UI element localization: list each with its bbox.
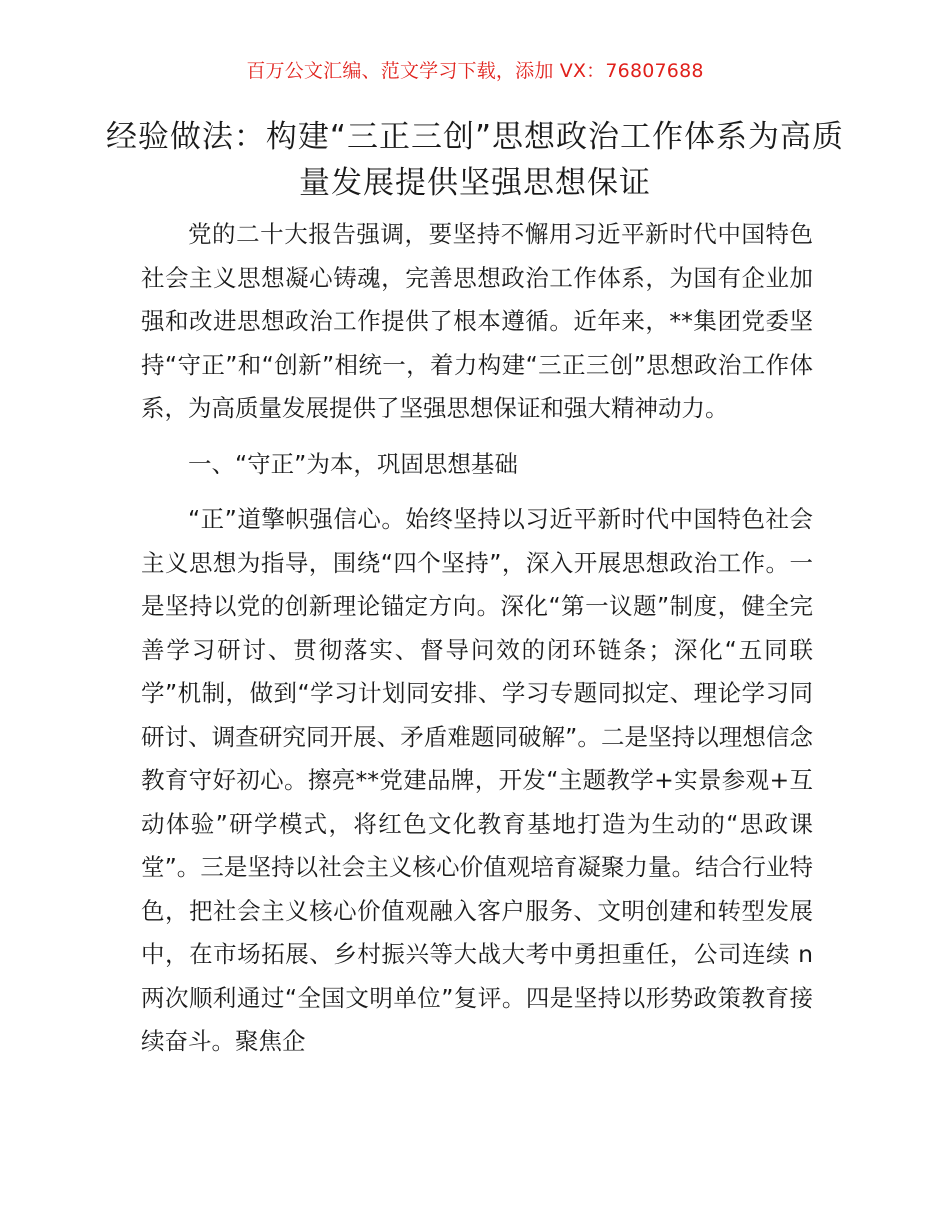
document-body [141,213,813,1064]
body-paragraph: “正”道擎帜强信心。始终坚持以习近平新时代中国特色社会主义思想为指导，围绕“四个坚持”，深入开展思想政治工作。一是坚持以党的创新理论锚定方向。深化“第一议题”制度，健全完善学习研讨、贯彻落实、督导问效的闭环链条；深化“五同联学”机制，做到“学习计划同安排、学习专题同拟定、理论学习同研讨、调查研究同开展、矛盾难题同破解”。二是坚持以理想信念教育守好初心。擦亮**党建品牌，开发“主题教学+实景参观+互动体验”研学模式，将红色文化教育基地打造为生动的“思政课堂”。三是坚持以社会主义核心价值观培育凝聚力量。结合行业特色，把社会主义核心价值观融入客户服务、文明创建和转型发展中，在市场拓展、乡村振兴等大战大考中勇担重任，公司连续 n 两次顺利通过“全国文明单位”复评。四是坚持以形势政策教育接续奋斗。聚焦企 [141,505,813,1055]
intro-paragraph: 党的二十大报告强调，要坚持不懈用习近平新时代中国特色社会主义思想凝心铸魂，完善思想政治工作体系，为国有企业加强和改进思想政治工作提供了根本遵循。近年来，**集团党委坚持“守正”和“创新”相统一，着力构建“三正三创”思想政治工作体系，为高质量发展提供了坚强思想保证和强大精神动力。 [141,220,813,422]
section-heading: 一、“守正”为本，巩固思想基础 [188,449,518,478]
promo-header: 百万公文汇编、范文学习下载，添加 VX：76807688 [246,60,704,82]
page-title: 经验做法：构建“三正三创”思想政治工作体系为高质量发展提供坚强思想保证 [105,119,845,201]
